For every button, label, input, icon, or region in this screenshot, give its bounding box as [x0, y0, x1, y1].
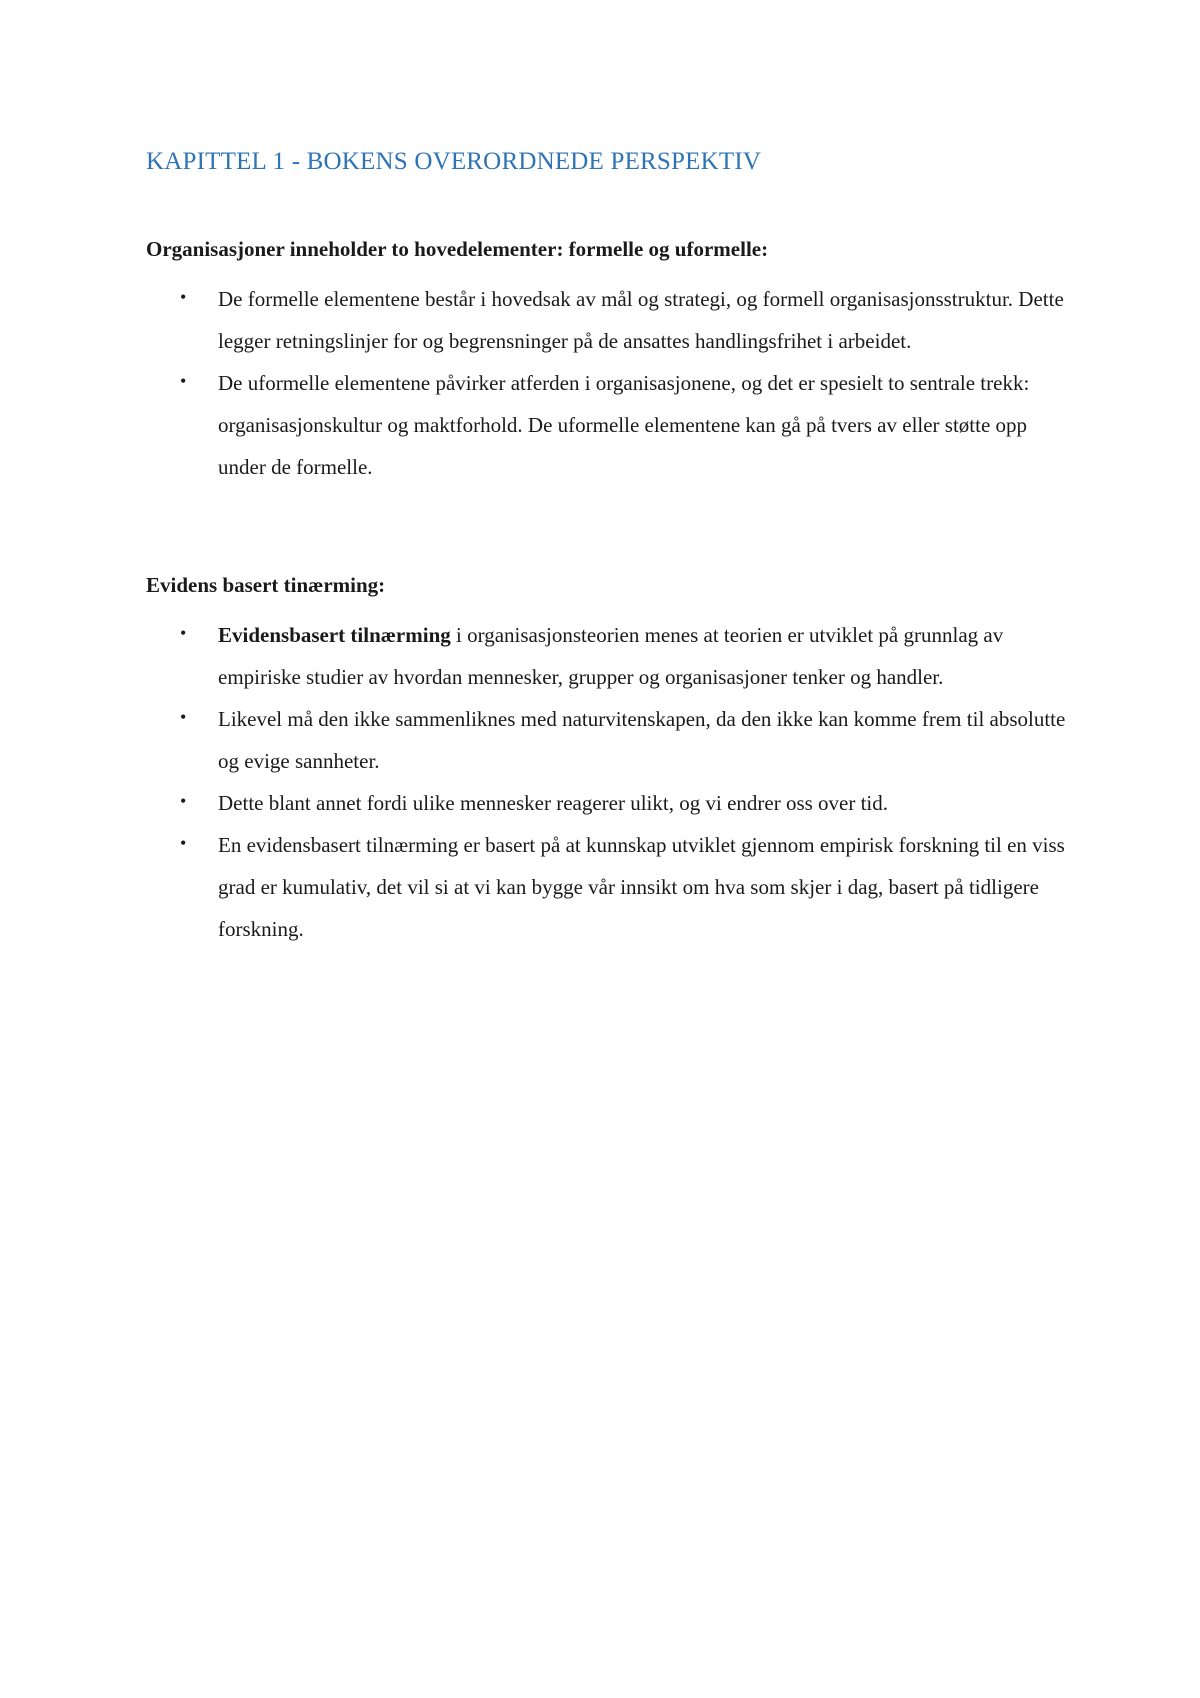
- bullet-icon: •: [180, 791, 187, 811]
- list-item: [180, 782, 1080, 824]
- list-item-text: De uformelle elementene påvirker atferden i organisasjonene, og det er spesielt to sentrale trekk: organisasjonskultur og maktforhold. De uformelle elementene kan gå på tvers av eller støtte opp under de formelle.: [218, 371, 1030, 479]
- list-item-text: i organisasjonsteorien menes at teorien er utviklet på grunnlag av empiriske studier av hvordan mennesker, grupper og organisasjoner tenker og handler.: [218, 623, 1004, 689]
- chapter-title: KAPITTEL 1 - BOKENS OVERORDNEDE PERSPEKTIV: [146, 148, 762, 175]
- bullet-icon: •: [180, 707, 187, 727]
- bullet-list-elements: [180, 278, 1080, 488]
- list-item: [180, 824, 1080, 950]
- list-item-text: Likevel må den ikke sammenliknes med naturvitenskapen, da den ikke kan komme frem til absolutte og evige sannheter.: [218, 707, 1066, 773]
- list-item-bold-term: Evidensbasert tilnærming: [218, 623, 451, 647]
- list-item-text: De formelle elementene består i hovedsak av mål og strategi, og formell organisasjonsstruktur. Dette legger retningslinjer for og begrensninger på de ansattes handlingsfrihet i arbeidet.: [218, 287, 1064, 353]
- bullet-list-evidence: [180, 614, 1080, 950]
- section-heading-elements: Organisasjoner inneholder to hovedelementer: formelle og uformelle:: [146, 237, 769, 261]
- bullet-icon: •: [180, 833, 187, 853]
- list-item: [180, 362, 1080, 488]
- bullet-icon: •: [180, 287, 187, 307]
- section-heading-evidence: Evidens basert tinærming:: [146, 573, 386, 597]
- list-item: [180, 614, 1080, 698]
- bullet-icon: •: [180, 371, 187, 391]
- list-item: [180, 698, 1080, 782]
- list-item-text: En evidensbasert tilnærming er basert på at kunnskap utviklet gjennom empirisk forskning til en viss grad er kumulativ, det vil si at vi kan bygge vår innsikt om hva som skjer i dag, basert på tidligere forskning.: [218, 833, 1065, 941]
- bullet-icon: •: [180, 623, 187, 643]
- list-item: [180, 278, 1080, 362]
- list-item-text: Dette blant annet fordi ulike mennesker reagerer ulikt, og vi endrer oss over tid.: [218, 791, 889, 815]
